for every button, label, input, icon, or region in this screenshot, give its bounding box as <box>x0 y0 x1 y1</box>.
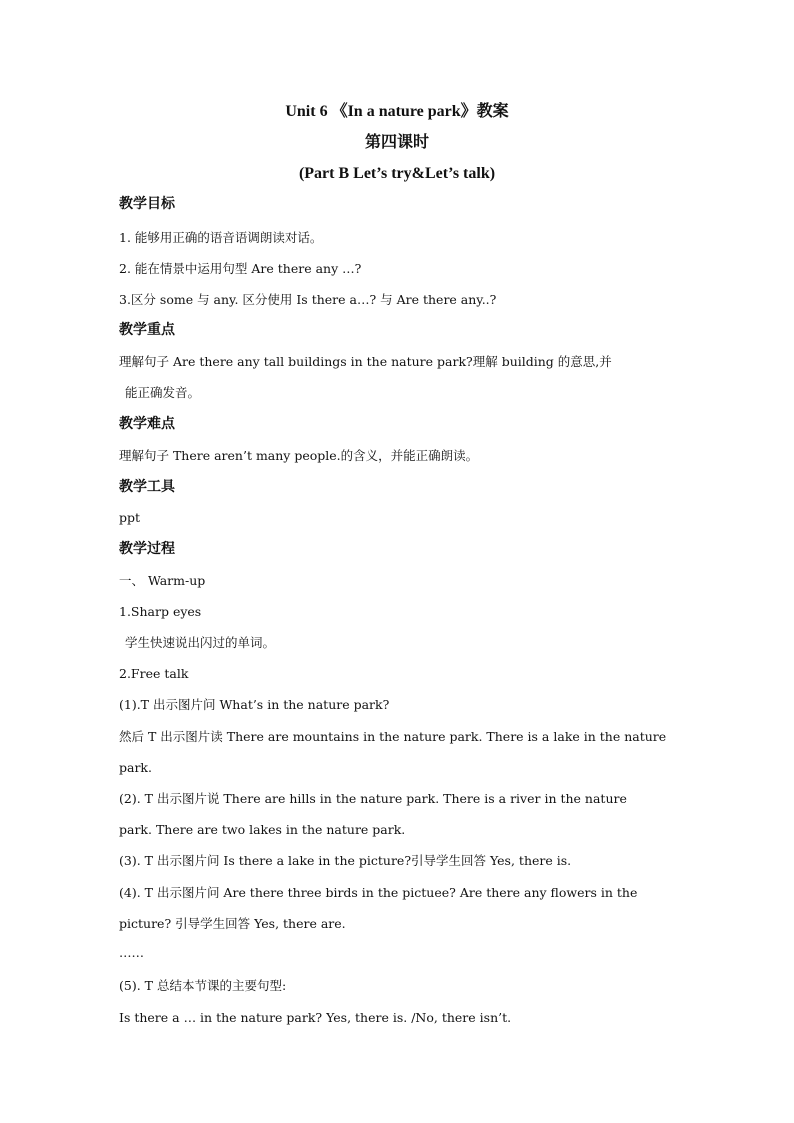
objective-item: 2. 能在情景中运用句型 Are there any …? <box>119 261 362 276</box>
document-title: Unit 6 《In a nature park》教案 <box>285 103 509 120</box>
process-line: (2). T 出示图片说 There are hills in the nature park. There is a river in the nature <box>119 791 627 806</box>
difficulties-text: 理解句子 There aren’t many people.的含义，并能正确朗读。 <box>119 448 479 463</box>
objective-item: 1. 能够用正确的语音语调朗读对话。 <box>119 230 323 245</box>
process-line: (5). T 总结本节课的主要句型: <box>119 978 287 993</box>
process-line: 2.Free talk <box>119 666 189 681</box>
process-line: …… <box>119 945 144 960</box>
key-points-text: 理解句子 Are there any tall buildings in the nature park?理解 building 的意思,并 <box>119 354 612 369</box>
process-line: 然后 T 出示图片读 There are mountains in the nature park. There is a lake in the nature <box>119 729 667 744</box>
objectives-heading: 教学目标 <box>119 196 175 212</box>
process-line: (3). T 出示图片问 Is there a lake in the picture?引导学生回答 Yes, there is. <box>119 853 572 868</box>
objective-item: 3.区分 some 与 any. 区分使用 Is there a…? 与 Are there any..? <box>119 292 497 307</box>
tools-heading: 教学工具 <box>119 479 175 495</box>
lesson-part: (Part B Let’s try&Let’s talk) <box>298 165 496 182</box>
process-line: park. <box>119 760 152 775</box>
difficulties-heading: 教学难点 <box>119 416 175 432</box>
process-line: 学生快速说出闪过的单词。 <box>125 635 276 650</box>
lesson-number: 第四课时 <box>364 134 429 151</box>
process-line: picture? 引导学生回答 Yes, there are. <box>119 916 346 931</box>
process-line: 一、 Warm-up <box>119 573 206 588</box>
key-points-heading: 教学重点 <box>119 322 175 338</box>
process-heading: 教学过程 <box>119 541 175 557</box>
process-line: Is there a … in the nature park? Yes, there is. /No, there isn’t. <box>119 1010 512 1025</box>
key-points-text: 能正确发音。 <box>125 385 201 400</box>
process-line: 1.Sharp eyes <box>119 604 202 619</box>
tools-text: ppt <box>119 510 141 525</box>
process-line: (4). T 出示图片问 Are there three birds in the pictuee? Are there any flowers in the <box>119 885 638 900</box>
process-line: park. There are two lakes in the nature park. <box>119 822 406 837</box>
process-line: (1).T 出示图片问 What’s in the nature park? <box>119 697 390 712</box>
